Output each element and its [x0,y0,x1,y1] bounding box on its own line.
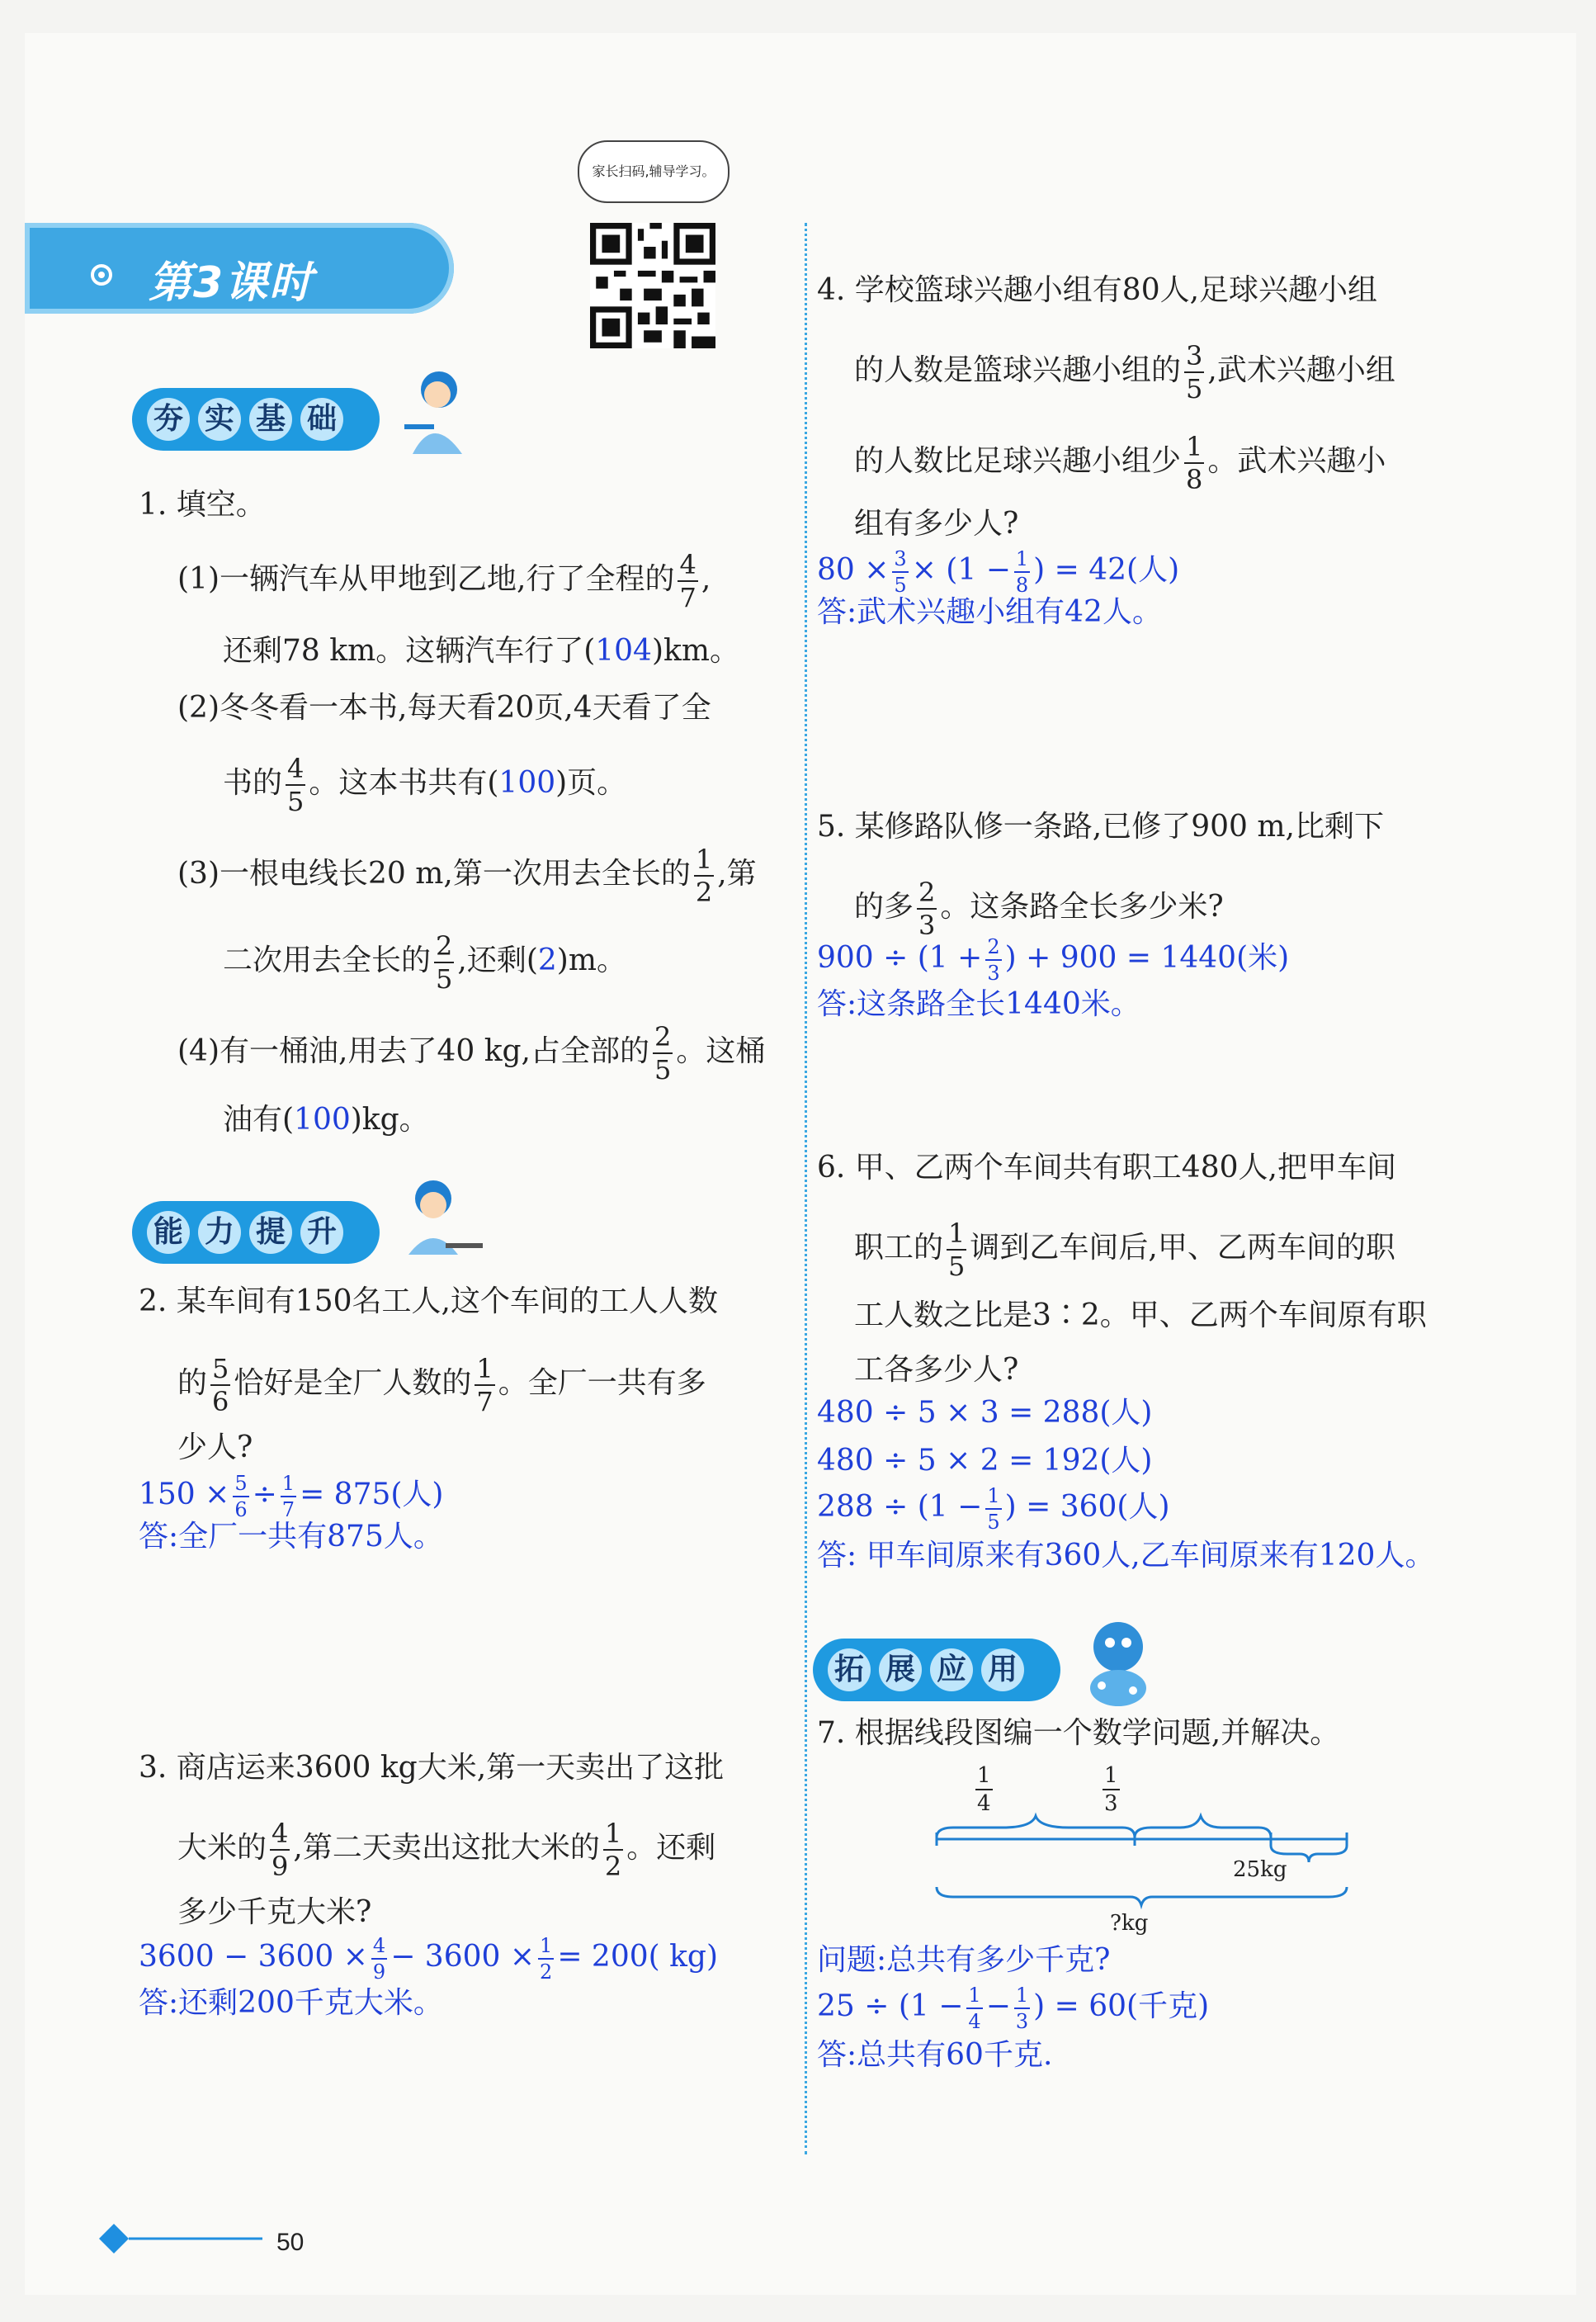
section-title-improvement [132,1201,380,1264]
q2-line3: 少人? [177,1431,253,1464]
section-char: 能 [147,1211,190,1254]
q6-answer-line1: 480 ÷ 5 × 3 = 288(人) [817,1396,1153,1430]
answer-blank: 100 [294,1103,351,1137]
section-title-basics [132,388,380,451]
q1-title: 1. 填空。 [139,488,266,522]
footer-diamond-icon [97,2222,262,2255]
page-number: 50 [276,2229,305,2256]
q2-line2: 的 $\frac{5}{6}$ 恰好是全厂人数的 $\frac{1}{7}$ 。全厂一共有多 [177,1353,706,1417]
q3-line1: 3. 商店运来3600 kg大米,第一天卖出了这批 [139,1751,725,1785]
q1-p3-line1: (3)一根电线长20 m,第一次用去全长的 $\frac{1}{2}$ ,第 [177,844,757,908]
section-char: 拓 [828,1648,871,1691]
girl-reading-icon [388,363,479,454]
answer-blank: 2 [537,943,557,977]
q3-line3: 多少千克大米? [177,1895,372,1929]
q7-answer-question: 问题:总共有多少千克? [817,1943,1111,1977]
q4-line2: 的人数是篮球兴趣小组的 $\frac{3}{5}$ ,武术兴趣小组 [854,340,1395,404]
q4-answer-formula: 80 × $\frac{3}{5}$ × (1 − $\frac{1}{8}$ ) = 42(人) [817,547,1180,597]
q2-answer-text: 答:全厂一共有875人。 [139,1520,443,1554]
q6-line4: 工各多少人? [854,1353,1019,1387]
section-char: 实 [198,398,241,441]
section-char: 础 [300,398,343,441]
q3-answer-formula: 3600 − 3600 × $\frac{4}{9}$ − 3600 × $\frac{1}{2}$ = 200( kg) [139,1934,719,1984]
section-char: 提 [249,1211,292,1254]
q6-answer-line2: 480 ÷ 5 × 2 = 192(人) [817,1444,1153,1478]
segment-fraction-1: $\frac{1}{4}$ [977,1763,991,1816]
qr-caption: 家长扫码,辅导学习。 [578,140,730,203]
section-char: 用 [981,1648,1024,1691]
q5-answer-text: 答:这条路全长1440米。 [817,987,1140,1021]
q5-line2: 的多 $\frac{2}{3}$ 。这条路全长多少米? [854,877,1224,941]
segment-label-25kg: 25kg [1233,1857,1287,1882]
q1-p1-line2: 还剩78 km。这辆汽车行了(104)km。 [223,634,739,668]
section-char: 应 [930,1648,973,1691]
section-char: 力 [198,1211,241,1254]
q3-answer-text: 答:还剩200千克大米。 [139,1986,443,2020]
column-divider [805,223,807,2154]
q1-p4-line1: (4)有一桶油,用去了40 kg,占全部的 $\frac{2}{5}$ 。这桶 [177,1021,766,1085]
q1-p1-line1: (1)一辆汽车从甲地到乙地,行了全程的 $\frac{4}{7}$ , [177,549,711,613]
q7-answer-formula: 25 ÷ (1 − $\frac{1}{4}$ − $\frac{1}{3}$ ) = 60(千克) [817,1984,1210,2033]
section-char: 展 [879,1648,922,1691]
q6-answer-line3: 288 ÷ (1 − $\frac{1}{5}$ ) = 360(人) [817,1484,1170,1534]
q5-line1: 5. 某修路队修一条路,已修了900 m,比剩下 [817,810,1384,844]
q1-p4-line2: 油有(100)kg。 [223,1103,429,1137]
q3-line2: 大米的 $\frac{4}{9}$ ,第二天卖出这批大米的 $\frac{1}{2}$ 。还剩 [177,1818,716,1882]
cat-mascot-icon [1069,1610,1168,1709]
section-char: 基 [249,398,292,441]
q4-answer-text: 答:武术兴趣小组有42人。 [817,595,1162,629]
lesson-title: 第3课时 [149,258,314,308]
q4-line3: 的人数比足球兴趣小组少 $\frac{1}{8}$ 。武术兴趣小 [854,431,1386,495]
q2-answer-formula: 150 × $\frac{5}{6}$ ÷ $\frac{1}{7}$ = 875(人) [139,1472,444,1521]
q1-p2-line1: (2)冬冬看一本书,每天看20页,4天看了全 [177,691,711,725]
qr-code-icon[interactable] [590,223,715,348]
target-icon [91,264,112,286]
answer-blank: 104 [595,634,652,668]
segment-label-total: ?kg [1110,1911,1149,1936]
q6-line1: 6. 甲、乙两个车间共有职工480人,把甲车间 [817,1151,1396,1185]
q1-p2-line2: 书的 $\frac{4}{5}$ 。这本书共有(100)页。 [223,753,627,817]
q7-answer-text: 答:总共有60千克. [817,2038,1053,2072]
q7-line1: 7. 根据线段图编一个数学问题,并解决。 [817,1716,1340,1750]
q4-line1: 4. 学校篮球兴趣小组有80人,足球兴趣小组 [817,273,1378,307]
section-char: 升 [300,1211,343,1254]
q1-p3-line2: 二次用去全长的 $\frac{2}{5}$ ,还剩(2)m。 [223,930,626,995]
answer-blank: 100 [498,766,556,800]
q5-answer-formula: 900 ÷ (1 + $\frac{2}{3}$ ) + 900 = 1440(米) [817,935,1290,985]
boy-writing-icon [388,1172,487,1271]
section-title-extension [813,1639,1060,1701]
q6-answer-line4: 答: 甲车间原来有360人,乙车间原来有120人。 [817,1539,1435,1572]
section-char: 夯 [147,398,190,441]
segment-fraction-2: $\frac{1}{3}$ [1104,1763,1118,1816]
q6-line2: 职工的 $\frac{1}{5}$ 调到乙车间后,甲、乙两车间的职 [854,1218,1395,1282]
q4-line4: 组有多少人? [854,507,1019,541]
q2-line1: 2. 某车间有150名工人,这个车间的工人人数 [139,1284,718,1318]
q6-line3: 工人数之比是3∶2。甲、乙两个车间原有职 [854,1298,1427,1332]
